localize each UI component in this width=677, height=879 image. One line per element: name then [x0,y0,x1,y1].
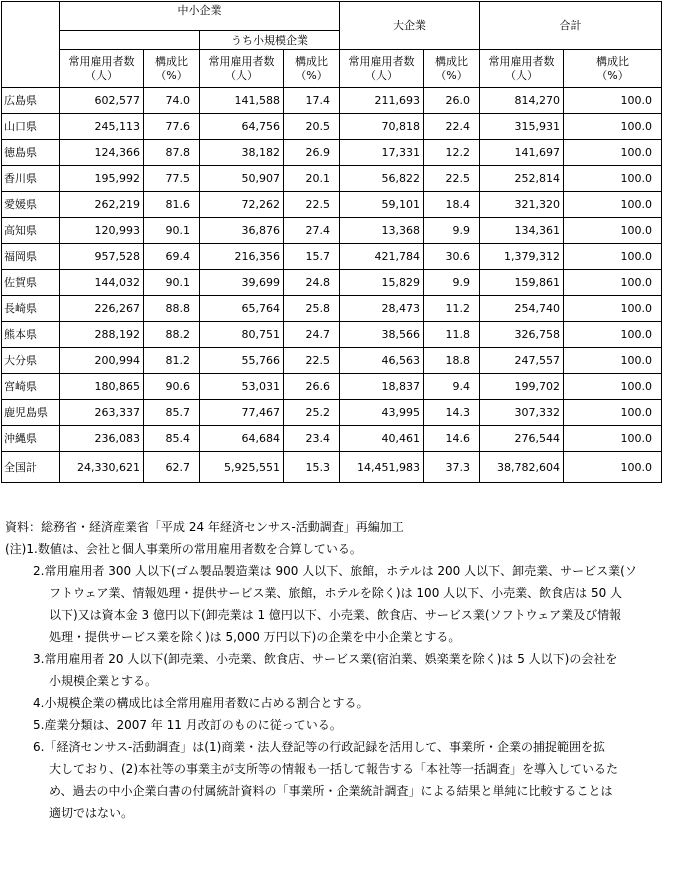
total-employees-cell: 247,557 [480,348,564,374]
large-ratio-cell: 11.8 [424,322,480,348]
small-employees-colhdr: 常用雇用者数 （人） [200,50,284,88]
sme-employees-cell: 200,994 [60,348,144,374]
table-row [2,192,662,218]
large-ratio-cell: 26.0 [424,88,480,114]
note-2: 2.常用雇用者 300 人以下(ゴム製品製造業は 900 人以下、旅館，ホテルは 200 人以下、卸売業、サービス業(ソ [33,564,637,578]
large-ratio-cell: 11.2 [424,296,480,322]
total-ratio-cell: 100.0 [564,426,662,452]
sme-employees-cell: 245,113 [60,114,144,140]
sme-employees-cell: 226,267 [60,296,144,322]
small-ratio-cell: 22.5 [284,348,340,374]
prefecture-cell: 沖縄県 [2,426,60,452]
total-ratio-cell: 100.0 [564,114,662,140]
small-employees-cell: 141,588 [200,88,284,114]
large-ratio-cell: 14.3 [424,400,480,426]
sme-blank-subheader [60,31,200,50]
sme-employees-cell: 144,032 [60,270,144,296]
small-ratio-cell: 26.9 [284,140,340,166]
prefecture-cell: 宮崎県 [2,374,60,400]
note-3-cont: 小規模企業とする。 [49,674,158,688]
small-employees-cell: 64,684 [200,426,284,452]
total-employees-cell: 252,814 [480,166,564,192]
total-employees-cell: 199,702 [480,374,564,400]
small-ratio-cell: 24.7 [284,322,340,348]
sme-ratio-cell: 69.4 [144,244,200,270]
total-ratio-cell: 100.0 [564,452,662,483]
small-employees-cell: 53,031 [200,374,284,400]
small-ratio-cell: 26.6 [284,374,340,400]
total-employees-cell: 159,861 [480,270,564,296]
sme-employees-cell: 288,192 [60,322,144,348]
large-ratio-cell: 9.4 [424,374,480,400]
prefecture-cell: 高知県 [2,218,60,244]
large-ratio-cell: 37.3 [424,452,480,483]
table-row [2,322,662,348]
small-ratio-cell: 23.4 [284,426,340,452]
large-ratio-cell: 9.9 [424,218,480,244]
employment-table [1,1,662,483]
large-ratio-cell: 12.2 [424,140,480,166]
note-3: 3.常用雇用者 20 人以下(卸売業、小売業、飲食店、サービス業(宿泊業、娯楽業を除く)は 5 人以下)の会社を [33,652,618,666]
prefecture-cell: 大分県 [2,348,60,374]
small-ratio-cell: 27.4 [284,218,340,244]
table-row [2,296,662,322]
prefecture-cell: 広島県 [2,88,60,114]
note-1: (注)1.数値は、会社と個人事業所の常用雇用者数を合算している。 [5,542,362,556]
sme-ratio-cell: 90.6 [144,374,200,400]
national-total-row [2,452,662,483]
small-employees-cell: 50,907 [200,166,284,192]
large-ratio-cell: 22.4 [424,114,480,140]
total-ratio-cell: 100.0 [564,270,662,296]
sme-ratio-cell: 88.8 [144,296,200,322]
sme-employees-cell: 124,366 [60,140,144,166]
table-row [2,270,662,296]
sme-employees-cell: 24,330,621 [60,452,144,483]
total-ratio-cell: 100.0 [564,296,662,322]
note-6-cont: 大しており、(2)本社等の事業主が支所等の情報も一括して報告する「本社等一括調査」を導入しているた [49,762,619,776]
total-employees-colhdr: 常用雇用者数 （人） [480,50,564,88]
sme-employees-colhdr: 常用雇用者数 （人） [60,50,144,88]
prefecture-cell: 鹿児島県 [2,400,60,426]
large-ratio-cell: 14.6 [424,426,480,452]
total-employees-cell: 141,697 [480,140,564,166]
large-ratio-colhdr: 構成比 （%） [424,50,480,88]
note-4: 4.小規模企業の構成比は全常用雇用者数に占める割合とする。 [33,696,369,710]
sme-ratio-cell: 87.8 [144,140,200,166]
large-employees-cell: 38,566 [340,322,424,348]
small-ratio-cell: 20.5 [284,114,340,140]
source-note: 資料：総務省・経済産業省「平成 24 年経済センサス‐活動調査」再編加工 [5,520,404,534]
prefecture-cell: 熊本県 [2,322,60,348]
large-employees-cell: 18,837 [340,374,424,400]
total-employees-cell: 134,361 [480,218,564,244]
small-employees-cell: 55,766 [200,348,284,374]
small-ratio-cell: 17.4 [284,88,340,114]
sme-ratio-cell: 81.2 [144,348,200,374]
sme-ratio-cell: 81.6 [144,192,200,218]
sme-employees-cell: 602,577 [60,88,144,114]
small-employees-cell: 39,699 [200,270,284,296]
large-employees-cell: 40,461 [340,426,424,452]
total-ratio-cell: 100.0 [564,166,662,192]
small-ratio-cell: 25.2 [284,400,340,426]
small-employees-cell: 216,356 [200,244,284,270]
total-employees-cell: 1,379,312 [480,244,564,270]
small-employees-cell: 5,925,551 [200,452,284,483]
small-employees-cell: 77,467 [200,400,284,426]
sme-employees-cell: 957,528 [60,244,144,270]
small-ratio-cell: 25.8 [284,296,340,322]
large-employees-cell: 43,995 [340,400,424,426]
prefecture-cell: 愛媛県 [2,192,60,218]
corner-cell [2,2,60,88]
large-employees-cell: 28,473 [340,296,424,322]
total-employees-cell: 276,544 [480,426,564,452]
note-2-cont: 処理・提供サービス業を除く)は 5,000 万円以下)の企業を中小企業とする。 [49,630,461,644]
sme-employees-cell: 120,993 [60,218,144,244]
total-ratio-cell: 100.0 [564,348,662,374]
small-ratio-cell: 20.1 [284,166,340,192]
sme-ratio-colhdr: 構成比 （%） [144,50,200,88]
large-employees-cell: 211,693 [340,88,424,114]
sme-ratio-cell: 85.7 [144,400,200,426]
total-ratio-cell: 100.0 [564,192,662,218]
sme-ratio-cell: 90.1 [144,270,200,296]
table-row [2,426,662,452]
prefecture-cell: 全国計 [2,452,60,483]
small-employees-cell: 64,756 [200,114,284,140]
small-employees-cell: 72,262 [200,192,284,218]
table-row [2,244,662,270]
large-employees-cell: 59,101 [340,192,424,218]
sme-ratio-cell: 77.5 [144,166,200,192]
large-employees-cell: 421,784 [340,244,424,270]
large-ratio-cell: 22.5 [424,166,480,192]
table-row [2,218,662,244]
large-employees-cell: 46,563 [340,348,424,374]
small-ratio-colhdr: 構成比 （%） [284,50,340,88]
prefecture-cell: 佐賀県 [2,270,60,296]
sme-employees-cell: 195,992 [60,166,144,192]
large-employees-cell: 14,451,983 [340,452,424,483]
large-employees-cell: 56,822 [340,166,424,192]
sme-employees-cell: 262,219 [60,192,144,218]
sme-employees-cell: 236,083 [60,426,144,452]
note-2-cont: フトウェア業、情報処理・提供サービス業、旅館，ホテルを除く)は 100 人以下、小売業、飲食店は 50 人 [49,586,623,600]
note-6: 6.「経済センサス‐活動調査」は(1)商業・法人登記等の行政記録を活用して、事業所・企業の捕捉範囲を拡 [33,740,606,754]
total-ratio-cell: 100.0 [564,244,662,270]
small-employees-cell: 80,751 [200,322,284,348]
note-5: 5.産業分類は、2007 年 11 月改訂のものに従っている。 [33,718,342,732]
total-ratio-cell: 100.0 [564,400,662,426]
sme-ratio-cell: 85.4 [144,426,200,452]
sme-ratio-cell: 62.7 [144,452,200,483]
prefecture-cell: 福岡県 [2,244,60,270]
prefecture-cell: 山口県 [2,114,60,140]
total-employees-cell: 38,782,604 [480,452,564,483]
large-ratio-cell: 18.8 [424,348,480,374]
prefecture-cell: 徳島県 [2,140,60,166]
large-employees-colhdr: 常用雇用者数 （人） [340,50,424,88]
small-employees-cell: 36,876 [200,218,284,244]
small-ratio-cell: 24.8 [284,270,340,296]
total-ratio-cell: 100.0 [564,218,662,244]
large-employees-cell: 15,829 [340,270,424,296]
table-row [2,140,662,166]
large-ratio-cell: 9.9 [424,270,480,296]
sme-ratio-cell: 77.6 [144,114,200,140]
total-employees-cell: 814,270 [480,88,564,114]
small-ratio-cell: 15.3 [284,452,340,483]
sme-employees-cell: 263,337 [60,400,144,426]
total-ratio-colhdr: 構成比 （%） [564,50,662,88]
small-business-header: うち小規模企業 [200,31,340,50]
sme-employees-cell: 180,865 [60,374,144,400]
total-employees-cell: 307,332 [480,400,564,426]
total-header: 合計 [480,2,662,50]
note-6-cont: 適切ではない。 [49,806,134,820]
sme-header: 中小企業 [60,2,340,31]
sme-ratio-cell: 74.0 [144,88,200,114]
large-employees-cell: 70,818 [340,114,424,140]
total-employees-cell: 315,931 [480,114,564,140]
notes-section [4,516,674,824]
table-row [2,88,662,114]
total-ratio-cell: 100.0 [564,88,662,114]
total-ratio-cell: 100.0 [564,322,662,348]
note-6-cont: め、過去の中小企業白書の付属統計資料の「事業所・企業統計調査」による結果と単純に比較することは [49,784,613,798]
table-row [2,114,662,140]
large-header: 大企業 [340,2,480,50]
table-row [2,374,662,400]
sme-ratio-cell: 90.1 [144,218,200,244]
small-ratio-cell: 22.5 [284,192,340,218]
small-employees-cell: 38,182 [200,140,284,166]
large-employees-cell: 17,331 [340,140,424,166]
prefecture-cell: 長崎県 [2,296,60,322]
total-employees-cell: 321,320 [480,192,564,218]
total-employees-cell: 326,758 [480,322,564,348]
total-ratio-cell: 100.0 [564,140,662,166]
total-ratio-cell: 100.0 [564,374,662,400]
table-row [2,166,662,192]
prefecture-cell: 香川県 [2,166,60,192]
note-2-cont: 以下)又は資本金 3 億円以下(卸売業は 1 億円以下、小売業、飲食店、サービス業(ソフトウェア業及び情報 [49,608,622,622]
table-row [2,348,662,374]
large-ratio-cell: 18.4 [424,192,480,218]
total-employees-cell: 254,740 [480,296,564,322]
small-employees-cell: 65,764 [200,296,284,322]
large-ratio-cell: 30.6 [424,244,480,270]
sme-ratio-cell: 88.2 [144,322,200,348]
table-row [2,400,662,426]
small-ratio-cell: 15.7 [284,244,340,270]
large-employees-cell: 13,368 [340,218,424,244]
